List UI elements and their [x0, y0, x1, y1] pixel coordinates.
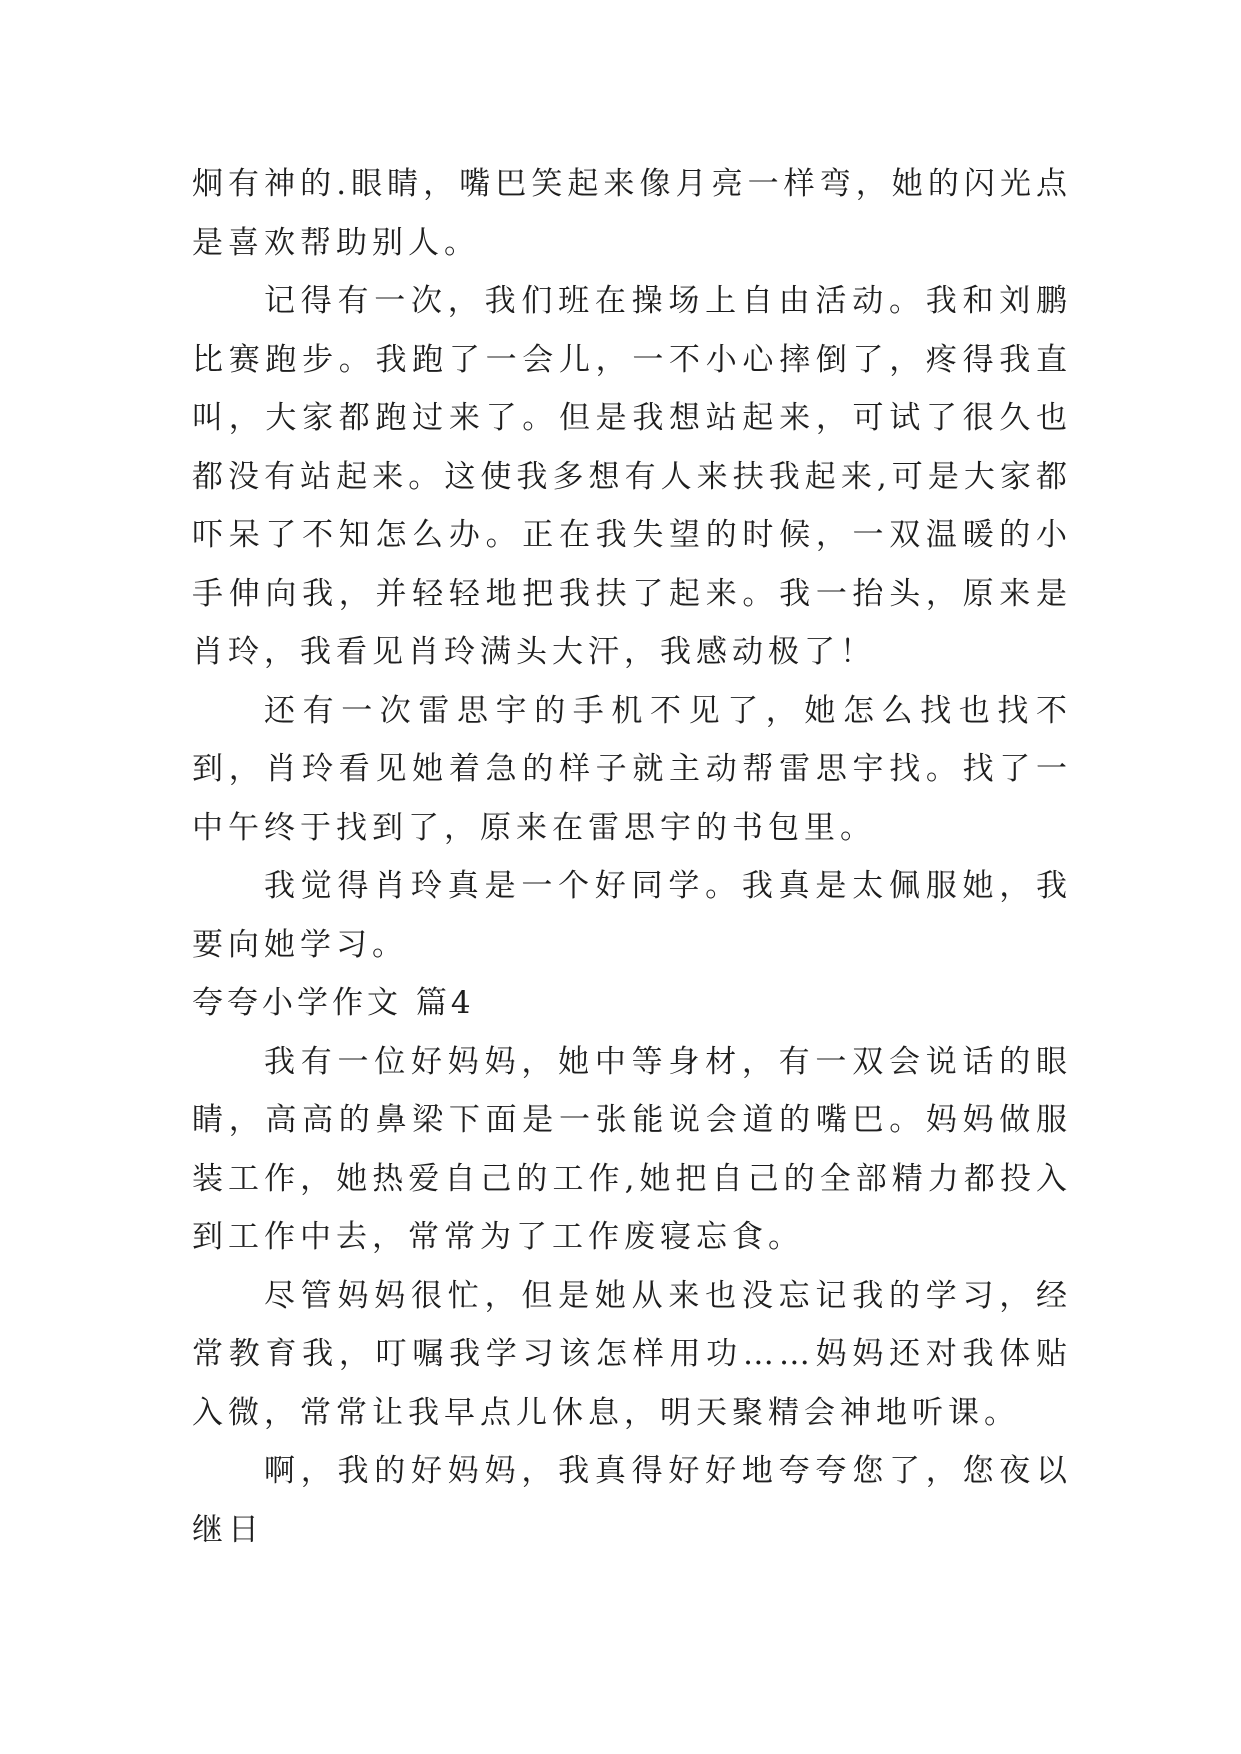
paragraph: 记得有一次，我们班在操场上自由活动。我和刘鹏比赛跑步。我跑了一会儿，一不小心摔倒了，疼得我直叫，大家都跑过来了。但是我想站起来，可试了很久也都没有站起来。这使我多想有人来扶我起来,可是大家都吓呆了不知怎么办。正在我失望的时候，一双温暖的小手伸向我，并轻轻地把我扶了起来。我一抬头，原来是肖玲，我看见肖玲满头大汗，我感动极了！: [192, 283, 1072, 670]
paragraph: 啊，我的好妈妈，我真得好好地夸夸您了，您夜以继日: [192, 1453, 1072, 1548]
paragraph: 炯有神的.眼睛，嘴巴笑起来像月亮一样弯，她的闪光点是喜欢帮助别人。: [192, 166, 1072, 261]
document-page: [192, 155, 1072, 1559]
section-heading: 夸夸小学作文 篇4: [192, 985, 475, 1021]
paragraph: 还有一次雷思宇的手机不见了，她怎么找也找不到，肖玲看见她着急的样子就主动帮雷思宇找。找了一中午终于找到了，原来在雷思宇的书包里。: [192, 692, 1072, 846]
paragraph: 尽管妈妈很忙，但是她从来也没忘记我的学习，经常教育我，叮嘱我学习该怎样用功……妈妈还对我体贴入微，常常让我早点儿休息，明天聚精会神地听课。: [192, 1277, 1072, 1431]
paragraph: 我有一位好妈妈，她中等身材，有一双会说话的眼睛，高高的鼻梁下面是一张能说会道的嘴巴。妈妈做服装工作，她热爱自己的工作,她把自己的全部精力都投入到工作中去，常常为了工作废寝忘食。: [192, 1043, 1072, 1255]
paragraph: 我觉得肖玲真是一个好同学。我真是太佩服她，我要向她学习。: [192, 868, 1072, 963]
